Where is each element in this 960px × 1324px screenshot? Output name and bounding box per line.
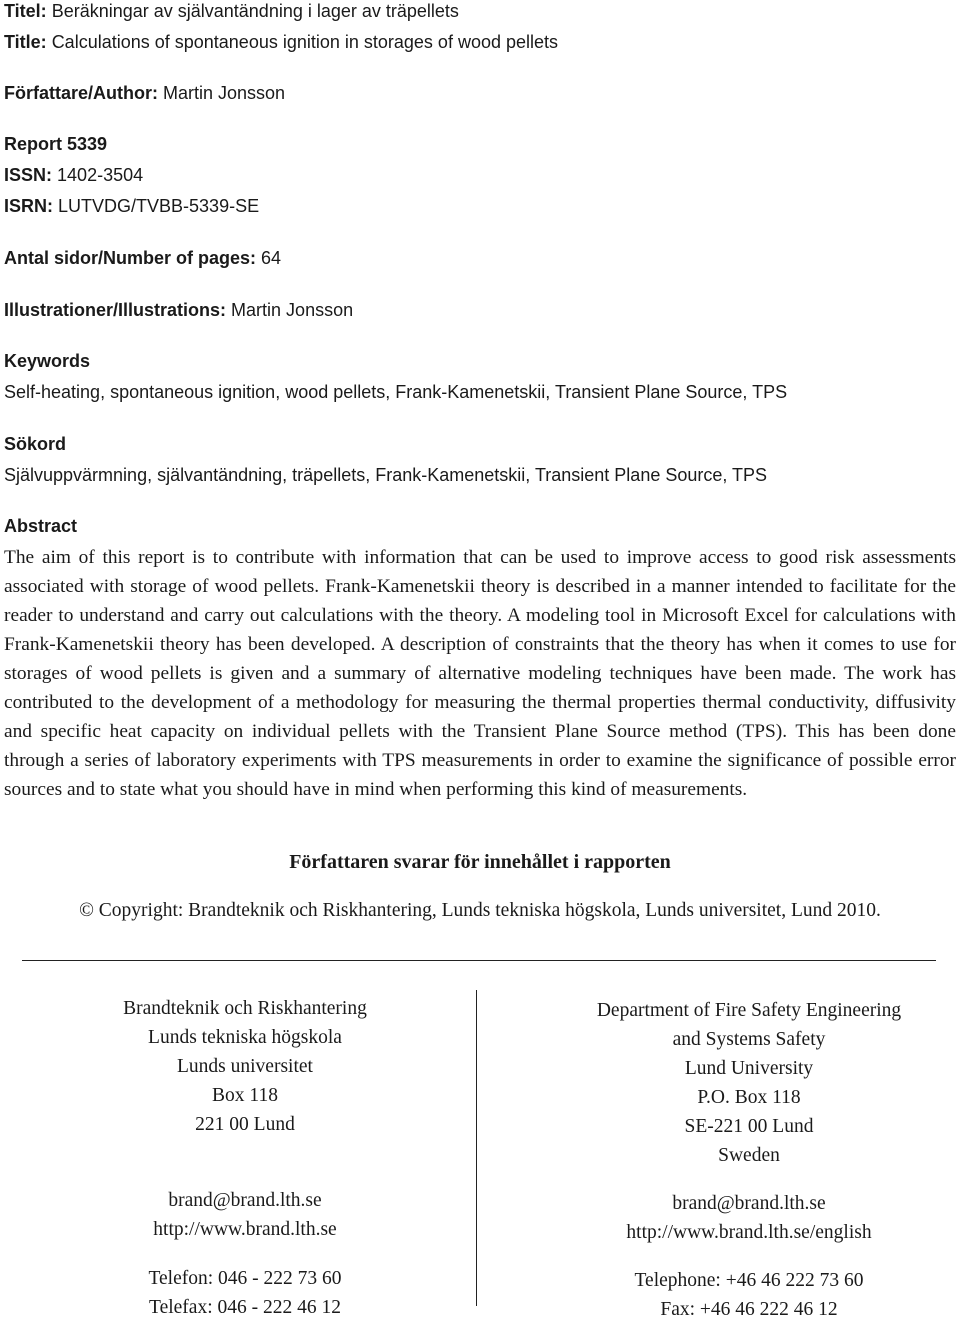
abstract-heading: Abstract [4, 516, 78, 536]
keywords-text: Self-heating, spontaneous ignition, wood pellets, Frank-Kamenetskii, Transient Plane Source, TPS [4, 382, 788, 402]
pages-label: Antal sidor/Number of pages: [4, 248, 257, 268]
responsibility-statement: Författaren svarar för innehållet i rapporten [289, 851, 671, 873]
address-line: Box 118 [212, 1085, 278, 1106]
swedish-address-block [95, 994, 395, 1139]
address-line: 221 00 Lund [195, 1114, 295, 1135]
sokord-text: Självuppvärmning, självantändning, träpellets, Frank-Kamenetskii, Transient Plane Source, TPS [4, 465, 768, 485]
address-line: Lund University [684, 1058, 814, 1079]
pages-line [4, 247, 281, 269]
isrn-line [4, 195, 259, 217]
website-link[interactable]: http://www.brand.lth.se/english [626, 1222, 872, 1243]
issn-line [4, 164, 143, 186]
illustrations-value: Martin Jonsson [231, 300, 354, 320]
address-line: Lunds tekniska högskola [148, 1027, 342, 1048]
abstract-body: The aim of this report is to contribute with information that can be used to improve access to good risk assessments associated with storage of wood pellets. Frank-Kamenetskii theory is described in a manner intended to facilitate for the reader to understand and carry out calculations with the theory. A modeling tool in Microsoft Excel for calculations with Frank-Kamenetskii theory has been developed. A description of constraints that the theory has when it comes to use for storages of wood pellets is given and a summary of alternative modeling techniques have been made. The work has contributed to the development of a methodology for measuring the thermal properties thermal conductivity, diffusivity and specific heat capacity on individual pellets with the Transient Plane Source method (TPS). This has been done through a series of laboratory experiments with TPS measurements in order to examine the significance of possible error sources and to state what you should have in mind when performing this kind of measurements. [4, 547, 956, 800]
issn-value: 1402-3504 [57, 165, 144, 185]
title-sv-label: Titel: [4, 1, 47, 21]
report-number: Report 5339 [4, 134, 108, 154]
title-en-label: Title: [4, 32, 47, 52]
sokord-heading: Sökord [4, 434, 67, 454]
title-en-line [4, 31, 558, 53]
illustrations-label: Illustrationer/Illustrations: [4, 300, 227, 320]
email-link[interactable]: brand@brand.lth.se [168, 1190, 322, 1211]
issn-label: ISSN: [4, 165, 53, 185]
fax-number: Fax: +46 46 222 46 12 [660, 1299, 838, 1320]
author-line [4, 82, 285, 104]
title-sv-line [4, 0, 459, 22]
address-line: Sweden [718, 1145, 780, 1166]
english-address-block [549, 996, 949, 1170]
pages-value: 64 [261, 248, 282, 268]
horizontal-divider [22, 960, 936, 961]
isrn-label: ISRN: [4, 196, 53, 216]
address-line: and Systems Safety [672, 1029, 826, 1050]
english-phone-block [549, 1266, 949, 1324]
english-contact-block [549, 1189, 949, 1247]
illustrations-line [4, 299, 353, 321]
title-en-value: Calculations of spontaneous ignition in storages of wood pellets [51, 32, 559, 52]
fax-number: Telefax: 046 - 222 46 12 [149, 1297, 341, 1318]
address-line: SE-221 00 Lund [684, 1116, 814, 1137]
keywords-heading: Keywords [4, 351, 91, 371]
address-line: Department of Fire Safety Engineering [596, 1000, 902, 1021]
address-line: Brandteknik och Riskhantering [123, 998, 367, 1019]
website-link[interactable]: http://www.brand.lth.se [153, 1219, 337, 1240]
phone-number: Telefon: 046 - 222 73 60 [148, 1268, 342, 1289]
phone-number: Telephone: +46 46 222 73 60 [634, 1270, 864, 1291]
address-line: P.O. Box 118 [697, 1087, 801, 1108]
author-value: Martin Jonsson [163, 83, 286, 103]
address-line: Lunds universitet [177, 1056, 313, 1077]
swedish-phone-block [95, 1264, 395, 1322]
title-sv-value: Beräkningar av självantändning i lager av träpellets [51, 1, 459, 21]
author-label: Författare/Author: [4, 83, 158, 103]
email-link[interactable]: brand@brand.lth.se [672, 1193, 826, 1214]
vertical-divider [476, 990, 477, 1306]
swedish-contact-block [95, 1186, 395, 1244]
isrn-value: LUTVDG/TVBB-5339-SE [58, 196, 260, 216]
copyright-notice: © Copyright: Brandteknik och Riskhantering, Lunds tekniska högskola, Lunds universitet, Lund 2010. [79, 900, 881, 921]
